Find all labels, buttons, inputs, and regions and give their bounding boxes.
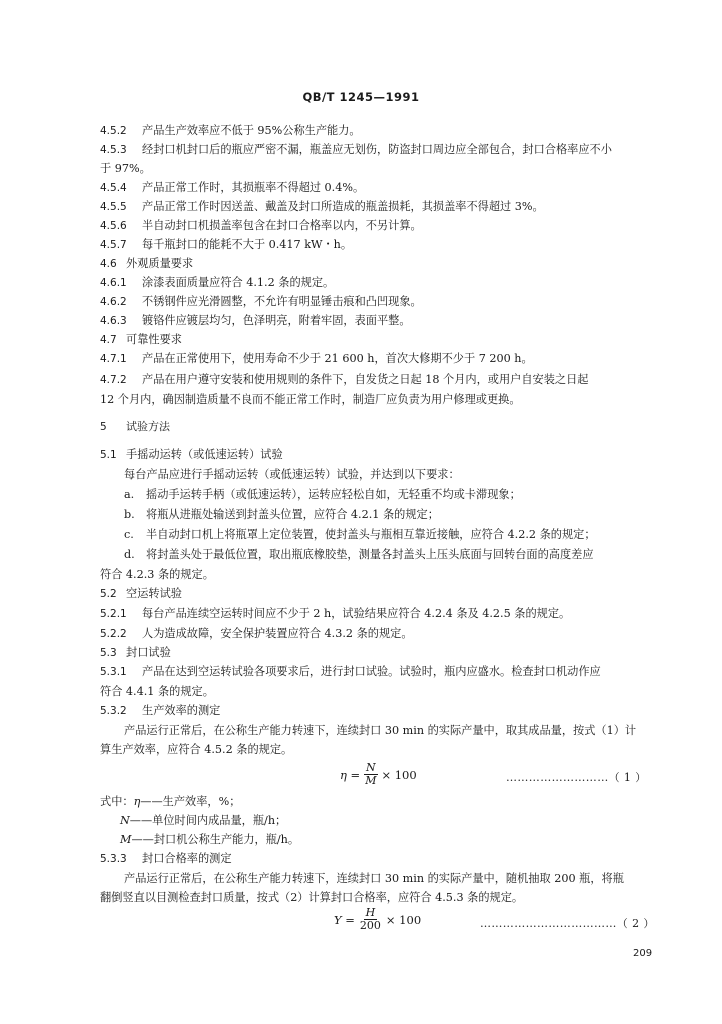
clause-4-7-2-cont: 12 个月内，确因制造质量不良而不能正常工作时，制造厂应负责为用户修理或更换。 [100,393,521,406]
clause-4-7-2: 4.7.2 产品在用户遵守安装和使用规则的条件下，自发货之日起 18 个月内，或用户自安装之日起 [100,373,589,386]
clause-4-6: 4.6 外观质量要求 [100,257,194,270]
clause-4-5-5: 4.5.5 产品正常工作时因送盖、戴盖及封口所造成的瓶盖损耗，其损盖率不得超过 3%。 [100,200,544,213]
clause-5-3-2-para: 产品运行正常后，在公称生产能力转速下，连续封口 30 min 的实际产量中，取其成品量，按式（1）计 [124,724,637,737]
formula-2-numerator: H [365,906,376,919]
formula-1-number: ………………………（ 1 ） [506,771,647,784]
clause-5-3-1-cont: 符合 4.4.1 条的规定。 [100,685,214,698]
section-5-title: 5 试验方法 [100,420,170,433]
clause-4-5-4: 4.5.4 产品正常工作时，其损瓶率不得超过 0.4%。 [100,181,365,194]
clause-4-6-1: 4.6.1 涂漆表面质量应符合 4.1.2 条的规定。 [100,276,335,289]
clause-5-2: 5.2 空运转试验 [100,587,182,600]
formula-2-rhs: × 100 [385,912,422,927]
where-item-n: N——单位时间内成品量，瓶/h； [120,814,287,827]
formula-2-lhs: Y = [334,912,355,927]
clause-4-5-6: 4.5.6 半自动封口机损盖率包含在封口合格率以内，不另计算。 [100,219,422,232]
clause-5-3-3: 5.3.3 封口合格率的测定 [100,852,232,865]
clause-5-2-1: 5.2.1 每台产品连续空运转时间应不少于 2 h，试验结果应符合 4.2.4 条及 4.2.5 条的规定。 [100,607,571,620]
clause-5-3-3-para-cont: 翻倒竖直以目测检查封口质量，按式（2）计算封口合格率，应符合 4.5.3 条的规定。 [100,891,524,904]
clause-4-7: 4.7 可靠性要求 [100,333,182,346]
clause-5-1-item-c: c. 半自动封口机上将瓶罩上定位装置，使封盖头与瓶相互靠近接触，应符合 4.2.2 条的规定； [124,528,596,541]
clause-5-3: 5.3 封口试验 [100,646,171,659]
formula-1-numerator: N [366,761,376,774]
clause-4-7-1: 4.7.1 产品在正常使用下，使用寿命不少于 21 600 h，首次大修期不少于 7 200 h。 [100,352,533,365]
clause-4-6-2: 4.6.2 不锈钢件应光滑圆整，不允许有明显锤击痕和凸凹现象。 [100,295,422,308]
clause-5-3-3-para: 产品运行正常后，在公称生产能力转速下，连续封口 30 min 的实际产量中，随机抽取 200 瓶，将瓶 [124,872,624,885]
page-number: 209 [633,948,653,959]
clause-5-3-2: 5.3.2 生产效率的测定 [100,704,221,717]
clause-5-1-item-b: b. 将瓶从进瓶处输送到封盖头位置，应符合 4.2.1 条的规定； [124,508,439,521]
clause-4-5-7: 4.5.7 每千瓶封口的能耗不大于 0.417 kW・h。 [100,238,353,251]
formula-1-lhs: η = [340,767,361,782]
formula-2-fraction [358,907,383,932]
where-item-eta: 式中：η——生产效率，%； [100,795,241,808]
clause-5-2-2: 5.2.2 人为造成故障，安全保护装置应符合 4.3.2 条的规定。 [100,627,413,640]
standard-header: QB/T 1245—1991 [302,90,420,104]
formula-1-denominator: M [365,774,377,787]
clause-5-1-item-d-cont: 符合 4.2.3 条的规定。 [100,568,214,581]
clause-5-1-item-d: d. 将封盖头处于最低位置，取出瓶底橡胶垫，测量各封盖头上压头底面与回转台面的高度差应 [124,548,594,561]
formula-1-fraction [363,762,378,787]
clause-5-3-1: 5.3.1 产品在达到空运转试验各项要求后，进行封口试验。试验时，瓶内应盛水。检查封口机动作应 [100,665,601,678]
formula-1-rhs: × 100 [381,767,417,782]
clause-4-5-2: 4.5.2 产品生产效率应不低于 95%公称生产能力。 [100,124,361,137]
clause-4-5-3: 4.5.3 经封口机封口后的瓶应严密不漏，瓶盖应无划伤，防盗封口周边应全部包合，封口合格率应不小 [100,143,612,156]
clause-5-3-2-para-cont: 算生产效率，应符合 4.5.2 条的规定。 [100,743,293,756]
where-item-m: M——封口机公称生产能力，瓶/h。 [120,833,300,846]
clause-4-6-3: 4.6.3 镀铬件应镀层均匀，色泽明亮，附着牢固，表面平整。 [100,314,411,327]
formula-1 [340,762,417,787]
formula-2-denominator: 200 [359,919,381,932]
formula-2 [334,907,421,932]
clause-5-1-item-a: a. 摇动手运转手柄（或低速运转），运转应轻松自如，无轻重不均或卡滞现象； [124,488,521,501]
clause-4-5-3-cont: 于 97%。 [100,162,151,175]
clause-5-1-intro: 每台产品应进行手摇动运转（或低速运转）试验，并达到以下要求： [124,468,460,481]
clause-5-1: 5.1 手摇动运转（或低速运转）试验 [100,448,283,461]
formula-2-number: ………………………………（ 2 ） [480,917,655,930]
